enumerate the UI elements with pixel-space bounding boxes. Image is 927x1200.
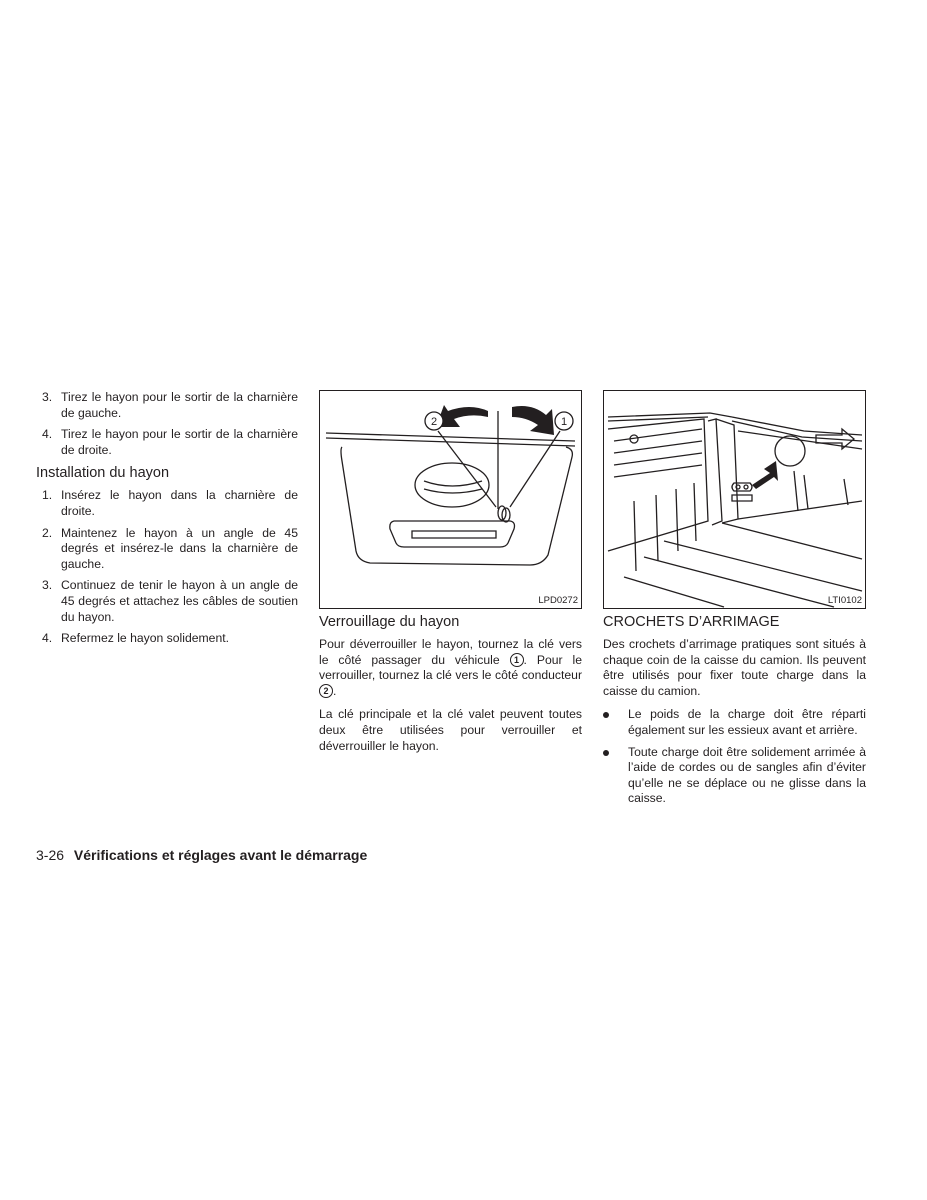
bullet-dot-icon (603, 750, 609, 756)
keys-paragraph: La clé principale et la clé valet peuvent toutes deux être utilisées pour verrouiller et déverrouiller le hayon. (319, 707, 582, 753)
list-item (36, 526, 298, 573)
page-footer (36, 846, 367, 864)
left-column (36, 390, 298, 653)
removal-steps-list (36, 390, 298, 458)
step-number: 3. (42, 390, 53, 404)
callout-2-label: 2 (430, 416, 438, 428)
callout-2-inline: 2 (319, 684, 333, 698)
list-item (603, 745, 866, 807)
page-number: 3-26 (36, 847, 65, 863)
unlock-text-b: . Pour le verrouiller, tournez la clé vers le côté conducteur (319, 652, 582, 683)
figure-code: LTI0102 (827, 595, 862, 606)
hooks-intro-paragraph: Des crochets d’arrimage pratiques sont situés à chaque coin de la caisse du camion. Ils peuvent être utilisés pour fixer toute charge dans la caisse du camion. (603, 637, 866, 698)
step-text: Refermez le hayon solidement. (61, 631, 230, 646)
list-item (36, 427, 298, 458)
list-item (36, 390, 298, 421)
bullet-dot-icon (603, 712, 609, 718)
tailgate-lock-drawing (320, 391, 581, 608)
step-text: Continuez de tenir le hayon à un angle de 45 degrés et attachez les câbles de soutien du hayon. (61, 578, 298, 624)
unlock-paragraph (319, 637, 582, 699)
installation-heading: Installation du hayon (36, 465, 170, 482)
tie-down-hooks-illustration (603, 390, 866, 609)
tailgate-lock-illustration (319, 390, 582, 609)
step-number: 3. (42, 578, 53, 593)
tie-down-hooks-heading: CROCHETS D’ARRIMAGE (603, 614, 780, 630)
step-text: Tirez le hayon pour le sortir de la charnière de droite. (61, 427, 298, 457)
list-item (36, 488, 298, 519)
step-number: 4. (42, 631, 53, 646)
tailgate-lock-heading: Verrouillage du hayon (319, 614, 460, 630)
hooks-bullet-list (603, 707, 866, 807)
middle-column (319, 390, 582, 762)
unlock-text-a: Pour déverrouiller le hayon, tournez la clé vers le côté passager du véhicule (319, 637, 582, 667)
bullet-text: Toute charge doit être solidement arrimée à l’aide de cordes ou de sangles afin d’éviter qu’elle ne se déplace ou ne glisse dans la caisse. (628, 744, 866, 806)
callout-1-inline: 1 (510, 653, 524, 667)
step-text: Tirez le hayon pour le sortir de la charnière de gauche. (61, 390, 298, 420)
step-number: 2. (42, 525, 53, 540)
list-item (603, 707, 866, 738)
step-number: 1. (42, 488, 53, 503)
bullet-text: Le poids de la charge doit être réparti également sur les essieux avant et arrière. (628, 707, 866, 737)
list-item (36, 578, 298, 625)
truck-bed-drawing (604, 391, 865, 608)
step-text: Maintenez le hayon à un angle de 45 degrés et insérez-le dans la charnière de gauche. (61, 525, 298, 571)
figure-code: LPD0272 (538, 595, 578, 606)
list-item (36, 631, 298, 647)
step-number: 4. (42, 427, 53, 442)
right-column (603, 390, 866, 813)
unlock-text-c: . (333, 683, 337, 698)
step-text: Insérez le hayon dans la charnière de droite. (61, 488, 298, 518)
section-title: Vérifications et réglages avant le démarrage (73, 847, 368, 863)
installation-steps-list (36, 488, 298, 646)
callout-1-label: 1 (560, 416, 568, 428)
